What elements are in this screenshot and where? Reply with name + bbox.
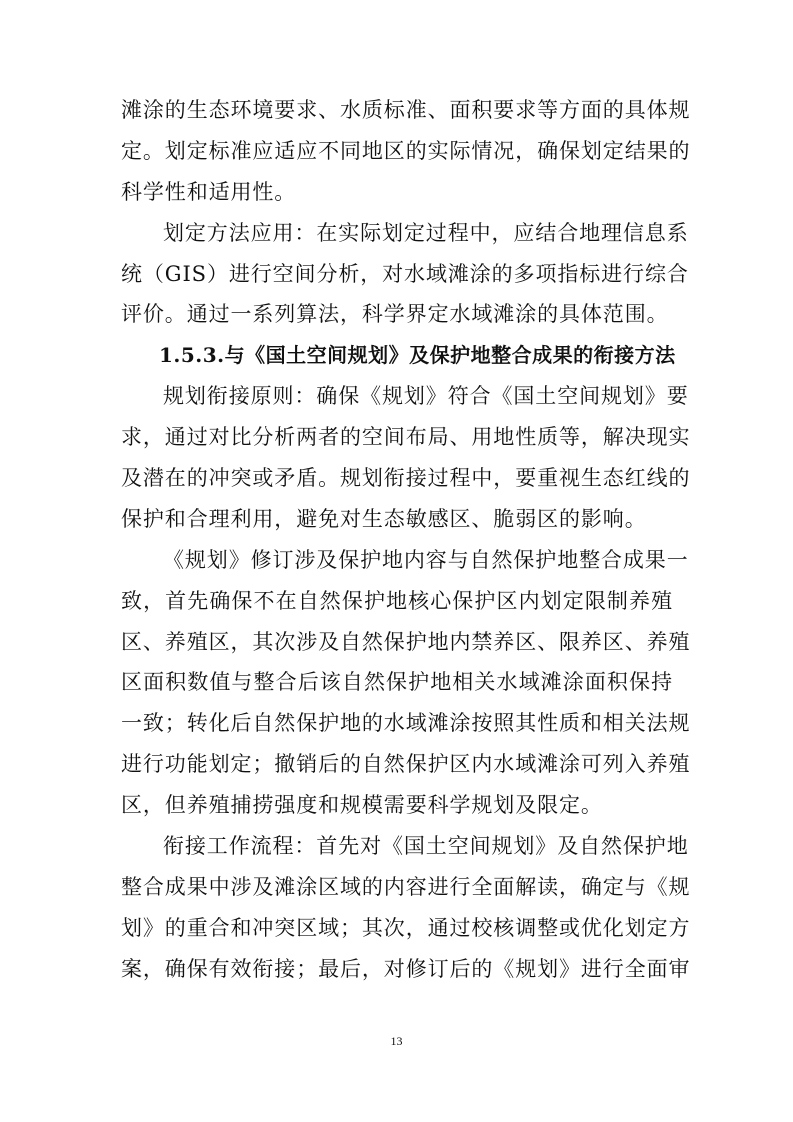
text-line: 划定方法应用：在实际划定过程中，应结合地理信息系 <box>163 220 689 245</box>
text-line: 定。划定标准应适应不同地区的实际情况，确保划定结果的 <box>121 138 691 163</box>
text-line: 区，但养殖捕捞强度和规模需要科学规划及限定。 <box>121 793 603 818</box>
text-line: 求，通过对比分析两者的空间布局、用地性质等，解决现实 <box>121 425 691 450</box>
text-line: 区、养殖区，其次涉及自然保护地内禁养区、限养区、养殖 <box>121 629 691 654</box>
text-line: 滩涂的生态环境要求、水质标准、面积要求等方面的具体规 <box>121 98 691 122</box>
text-line: 统（GIS）进行空间分析，对水域滩涂的多项指标进行综合 <box>121 261 689 286</box>
text-line: 区面积数值与整合后该自然保护地相关水域滩涂面积保持 <box>121 670 673 695</box>
text-line: 致，首先确保不在自然保护地核心保护区内划定限制养殖 <box>121 588 673 613</box>
text-line: 整合成果中涉及滩涂区域的内容进行全面解读，确定与《规 <box>121 874 691 899</box>
text-line: 《规划》修订涉及保护地内容与自然保护地整合成果一 <box>163 547 689 572</box>
text-line: 衔接工作流程：首先对《国土空间规划》及自然保护地 <box>163 834 689 859</box>
text-line: 规划衔接原则：确保《规划》符合《国土空间规划》要 <box>163 384 689 409</box>
body-text <box>121 90 691 990</box>
text-line: 评价。通过一系列算法，科学界定水域滩涂的具体范围。 <box>121 302 669 327</box>
text-line: 划》的重合和冲突区域；其次，通过校核调整或优化划定方 <box>121 915 691 940</box>
text-line: 案，确保有效衔接；最后，对修订后的《规划》进行全面审 <box>121 956 691 981</box>
text-line: 一致；转化后自然保护地的水域滩涂按照其性质和相关法规 <box>121 711 691 736</box>
section-heading: 1.5.3.与《国土空间规划》及保护地整合成果的衔接方法 <box>159 343 676 368</box>
text-line: 科学性和适用性。 <box>121 179 297 204</box>
text-line: 保护和合理利用，避免对生态敏感区、脆弱区的影响。 <box>121 506 647 531</box>
text-line: 及潜在的冲突或矛盾。规划衔接过程中，要重视生态红线的 <box>121 466 691 491</box>
text-line: 进行功能划定；撤销后的自然保护区内水域滩涂可列入养殖 <box>121 752 691 777</box>
page-number: 13 <box>390 1034 403 1048</box>
